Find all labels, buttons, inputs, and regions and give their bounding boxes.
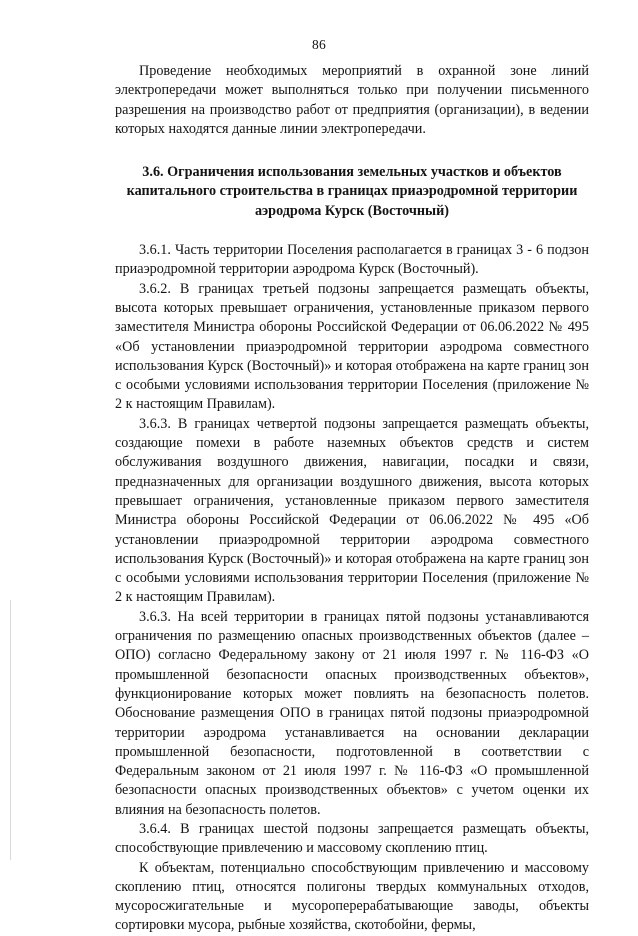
paragraph-3-6-3-fifth-subzone: 3.6.3. На всей территории в границах пятой подзоны устанавливаются ограничения по размещению опасных производственных объектов (далее – ОПО) согласно Федеральному закону от 21 июля 1997 г. № 116-ФЗ «О промышленной безопасности опасных производственных объектов», функционирование которых может повлиять на безопасность полетов. Обоснование размещения ОПО в границах пятой подзоны приаэродромной территории аэродрома устанавливается на основании декларации промышленной безопасности, подготовленной в соответствии с Федеральным законом от 21 июля 1997 г. № 116-ФЗ «О промышленной безопасности опасных производственных объектов» с учетом оценки их влияния на безопасность полетов. (115, 608, 589, 818)
paragraph-3-6-1: 3.6.1. Часть территории Поселения располагается в границах 3 - 6 подзон приаэродромной территории аэродрома Курск (Восточный). (115, 242, 589, 278)
paragraph-3-6-3: 3.6.3. В границах четвертой подзоны запрещается размещать объекты, создающие помехи в работе наземных объектов средств и систем обслуживания воздушного движения, навигации, посадки и связи, предназначенных для организации воздушного движения, высота которых превышает ограничения, установленные приказом первого заместителя Министра обороны Российской Федерации от 06.06.2022 № 495 «Об установлении приаэродромной территории аэродрома совместного использования Курск (Восточный)» и которая отображена на карте границ зон с особыми условиями использования территории Поселения (приложение № 2 к настоящим Правилам). (115, 415, 589, 606)
paragraph-3-6-4: 3.6.4. В границах шестой подзоны запрещается размещать объекты, способствующие привлечению и массовому скоплению птиц. (115, 820, 589, 857)
page-number: 86 (312, 37, 326, 52)
paragraph-bird-objects: К объектам, потенциально способствующим привлечению и массовому скоплению птиц, относятся полигоны твердых коммунальных отходов, мусоросжигательные и мусороперерабатывающие заводы, объекты сортировки мусора, рыбные хозяйства, скотобойни, фермы, (115, 859, 589, 934)
section-heading-3-6: 3.6. Ограничения использования земельных участков и объектов капитального строительства в границах приаэродромной территории аэродрома Курск (Восточный) (126, 164, 578, 219)
scan-edge-line (10, 600, 11, 860)
paragraph-3-6-2: 3.6.2. В границах третьей подзоны запрещается размещать объекты, высота которых превышает ограничения, установленные приказом первого заместителя Министра обороны Российской Федерации от 06.06.2022 № 495 «Об установлении приаэродромной территории аэродрома совместного использования Курск (Восточный)» и которая отображена на карте границ зон с особыми условиями использования территории Поселения (приложение № 2 к настоящим Правилам). (115, 280, 589, 413)
document-body (115, 62, 589, 936)
paragraph-intro: Проведение необходимых мероприятий в охранной зоне линий электропередачи может выполняться только при получении письменного разрешения на производство работ от предприятия (организации), в ведении которых находятся данные линии электропередачи. (115, 63, 589, 137)
